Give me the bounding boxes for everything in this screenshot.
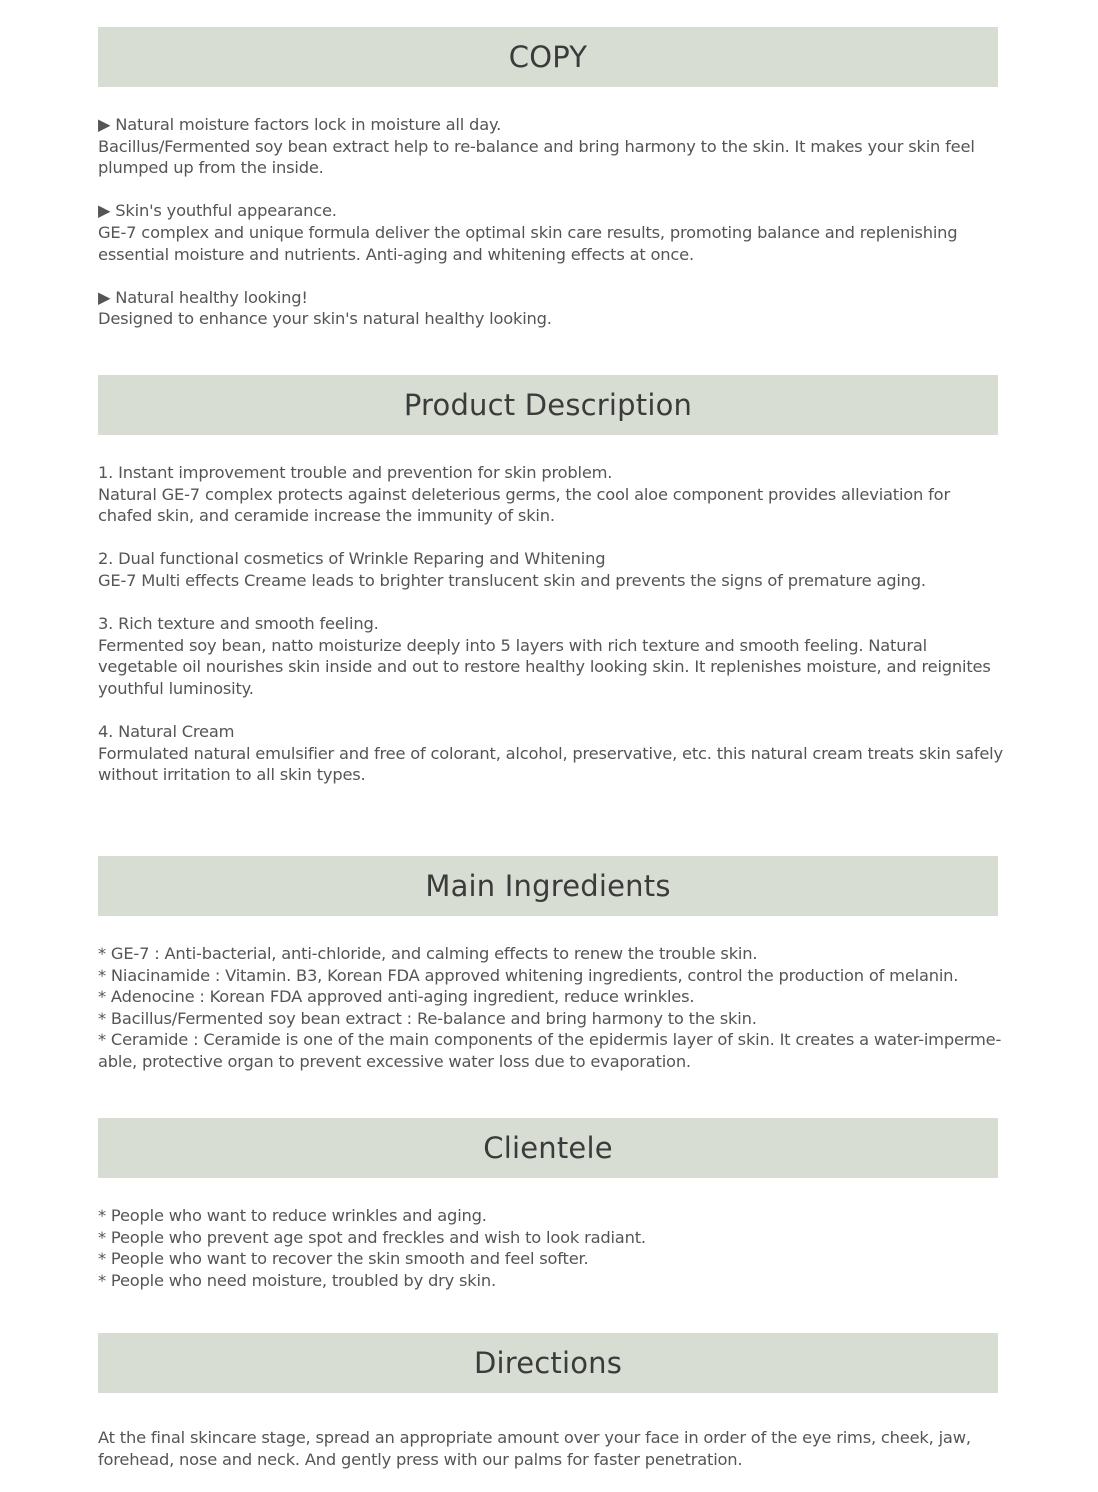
copy-item-title: ▶ Natural healthy looking! <box>98 287 308 307</box>
directions-content <box>98 1427 1003 1470</box>
clientele-heading: Clientele <box>483 1131 613 1165</box>
copy-item <box>98 200 1003 265</box>
clientele-line: * People who need moisture, troubled by dry skin. <box>98 1270 496 1290</box>
product-description-heading: Product Description <box>403 388 693 422</box>
description-item <box>98 721 1003 786</box>
description-item-title: 3. Rich texture and smooth feeling. <box>98 614 379 634</box>
product-description-content <box>98 462 1003 786</box>
copy-item-body: GE-7 complex and unique formula deliver the optimal skin care results, promoting balance and replenishing essential moisture and nutrients. Anti-aging and whitening effects at once. <box>98 222 958 264</box>
description-item-title: 2. Dual functional cosmetics of Wrinkle Reparing and Whitening <box>98 549 606 569</box>
product-description-section-header <box>98 375 998 435</box>
description-item-body: Formulated natural emulsifier and free of colorant, alcohol, preservative, etc. this natural cream treats skin safely without irritation to all skin types. <box>98 743 1003 785</box>
description-item-title: 1. Instant improvement trouble and prevention for skin problem. <box>98 463 613 482</box>
copy-heading: COPY <box>508 40 588 74</box>
clientele-section-header <box>98 1118 998 1178</box>
ingredient-line: * Niacinamide : Vitamin. B3, Korean FDA approved whitening ingredients, control the production of melanin. <box>98 965 959 985</box>
ingredient-line: * GE-7 : Anti-bacterial, anti-chloride, and calming effects to renew the trouble skin. <box>98 944 758 963</box>
copy-item <box>98 114 1003 179</box>
copy-content <box>98 114 1003 330</box>
description-item <box>98 462 1003 527</box>
description-item-title: 4. Natural Cream <box>98 722 235 742</box>
copy-item-body: Bacillus/Fermented soy bean extract help to re-balance and bring harmony to the skin. It makes your skin feel plumped up from the inside. <box>98 136 975 178</box>
main-ingredients-heading: Main Ingredients <box>425 869 671 903</box>
description-item <box>98 548 1003 591</box>
copy-section-header <box>98 27 998 87</box>
directions-section-header <box>98 1333 998 1393</box>
ingredient-line: * Ceramide : Ceramide is one of the main components of the epidermis layer of skin. It creates a water-imperme-able, protective organ to prevent excessive water loss due to evaporation. <box>98 1030 1002 1071</box>
directions-body: At the final skincare stage, spread an appropriate amount over your face in order of the eye rims, cheek, jaw, forehead, nose and neck. And gently press with our palms for faster penetration. <box>98 1428 971 1469</box>
description-item-body: Fermented soy bean, natto moisturize deeply into 5 layers with rich texture and smooth feeling. Natural vegetable oil nourishes skin inside and out to restore healthy looking skin. It replenishes moisture, and reignites youthful luminosity. <box>98 635 991 698</box>
main-ingredients-section-header <box>98 856 998 916</box>
directions-heading: Directions <box>473 1346 623 1380</box>
copy-item-body: Designed to enhance your skin's natural healthy looking. <box>98 309 552 329</box>
copy-item-title: ▶ Skin's youthful appearance. <box>98 201 337 221</box>
ingredient-line: * Adenocine : Korean FDA approved anti-aging ingredient, reduce wrinkles. <box>98 987 695 1007</box>
clientele-line: * People who prevent age spot and freckles and wish to look radiant. <box>98 1227 646 1247</box>
ingredient-line: * Bacillus/Fermented soy bean extract : Re-balance and bring harmony to the skin. <box>98 1008 757 1028</box>
description-item-body: Natural GE-7 complex protects against deleterious germs, the cool aloe component provides alleviation for chafed skin, and ceramide increase the immunity of skin. <box>98 484 950 526</box>
main-ingredients-content <box>98 943 1003 1073</box>
clientele-line: * People who want to recover the skin smooth and feel softer. <box>98 1249 589 1269</box>
copy-item <box>98 287 1003 330</box>
description-item <box>98 613 1003 699</box>
clientele-content <box>98 1205 1003 1291</box>
copy-item-title: ▶ Natural moisture factors lock in moisture all day. <box>98 115 502 134</box>
description-item-body: GE-7 Multi effects Creame leads to brighter translucent skin and prevents the signs of premature aging. <box>98 570 926 590</box>
clientele-line: * People who want to reduce wrinkles and aging. <box>98 1206 487 1225</box>
